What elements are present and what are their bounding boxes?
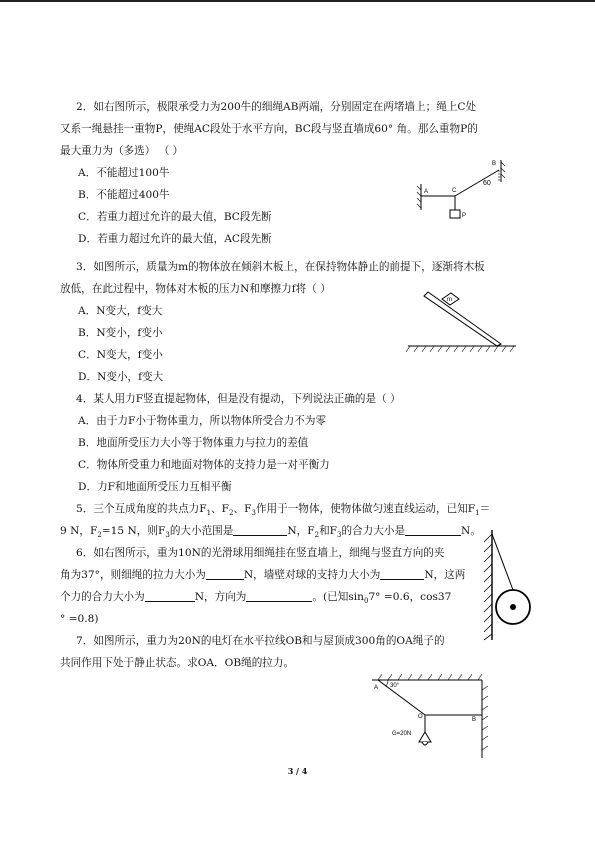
label-g: G=20N [392,731,412,737]
q2-line-3: 最大重力为（多选） （ ） [60,145,184,157]
label-p: P [462,213,467,219]
q3-option-b: B．N变小，f变小 [78,327,163,339]
label-a: A [374,685,379,691]
q6-line-3: 个力的合力大小为 N，方向为 。(已知$\sin_07^\circ =0.6$，cos37 [60,591,452,606]
q2-rope-figure [415,158,510,233]
q2-option-c: C．若重力超过允许的最大值，BC段先断 [78,211,272,223]
q3-line-1: 3．如图所示，质量为m的物体放在倾斜木板上，在保持物体静止的前提下，逐渐将木板 [76,261,485,273]
q3-option-a: A．N变大，f变大 [78,305,163,317]
q6-blank-1[interactable] [206,568,244,580]
q4-option-b: B．地面所受压力大小等于物体重力与拉力的差值 [78,437,309,449]
q4-option-a: A．由于力F小于物体重力，所以物体所受合力不为零 [78,415,327,427]
page-number: 3 / 4 [287,766,308,776]
label-o: O [418,714,423,720]
lamp-bulb [422,742,428,745]
q4-option-d: D．力F和地面所受压力互相平衡 [78,481,232,493]
ball-center [510,604,516,610]
q2-line-1: 2．如右图所示，极限承受力为200牛的细绳AB两端，分别固定在两堵墙上；绳上C处 [76,101,477,113]
q3-line-2: 放低，在此过程中，物体对木板的压力N和摩擦力f将（ ） [60,283,331,295]
q3-incline-figure [404,290,519,355]
q6-blank-2[interactable] [380,568,424,580]
q6-blank-3[interactable] [145,590,195,602]
q6-line-1: 6．如右图所示，重为10N的光滑球用细绳挂在竖直墙上，细绳与竖直方向的夹 [76,547,445,559]
label-angle: 60 [483,180,491,187]
label-m: m [447,297,452,303]
q5-line-2: 9 N，$F_2=15$ N，则$F_3$的大小范围是 N，$F_2$和$F_3$的合力大小是 N。 [60,525,481,540]
q7-line-1: 7．如图所示，重力为20N的电灯在水平拉线OB和与屋顶成300角的OA绳子的 [76,635,445,647]
q7-line-2: 共同作用下处于静止状态。求OA．OB绳的拉力。 [60,657,295,669]
label-angle: 30° [390,683,400,689]
rope-oa [378,680,425,715]
label-a: A [424,189,429,195]
page-top-rule [0,0,595,2]
q2-option-a: A．不能超过100牛 [78,167,170,179]
q4-option-c: C．物体所受重力和地面对物体的支持力是一对平衡力 [78,459,330,471]
q5-line-1: 5．三个互成角度的共点力$F_1$、$F_2$、$F_3$作用于一物体，使物体做匀速直线运动，已知$F_1=$ [76,503,491,518]
q5-blank-1[interactable] [233,524,287,536]
label-b: B [492,161,497,167]
q3-option-d: D．N变小，f变大 [78,371,164,383]
q6-line-4: ° =0.8) [60,613,99,625]
incline-board [424,292,501,346]
q2-line-2: 又系一绳悬挂一重物P，使绳AC段处于水平方向，BC段与竖直墙成60° 角。那么重物P的 [60,123,478,135]
string-line [492,534,513,590]
q6-blank-4[interactable] [246,590,312,602]
weight-p [450,210,460,218]
label-b: B [472,717,477,723]
q2-option-b: B．不能超过400牛 [78,189,170,201]
q7-lamp-figure [364,668,494,763]
q4-line: 4．某人用力F竖直提起物体，但是没有提动，下列说法正确的是（ ） [76,393,401,405]
rope-bc [455,170,499,196]
q2-option-d: D．若重力超过允许的最大值，AC段先断 [78,233,272,245]
q6-ball-figure [480,522,540,642]
label-c: C [452,188,457,194]
lamp-shade [419,732,431,742]
q5-blank-2[interactable] [405,524,461,536]
q6-line-2: 角为37°，则细绳的拉力大小为 N，墙壁对球的支持力大小为 N，这两 [60,569,466,581]
q3-option-c: C．N变大，f变小 [78,349,163,361]
